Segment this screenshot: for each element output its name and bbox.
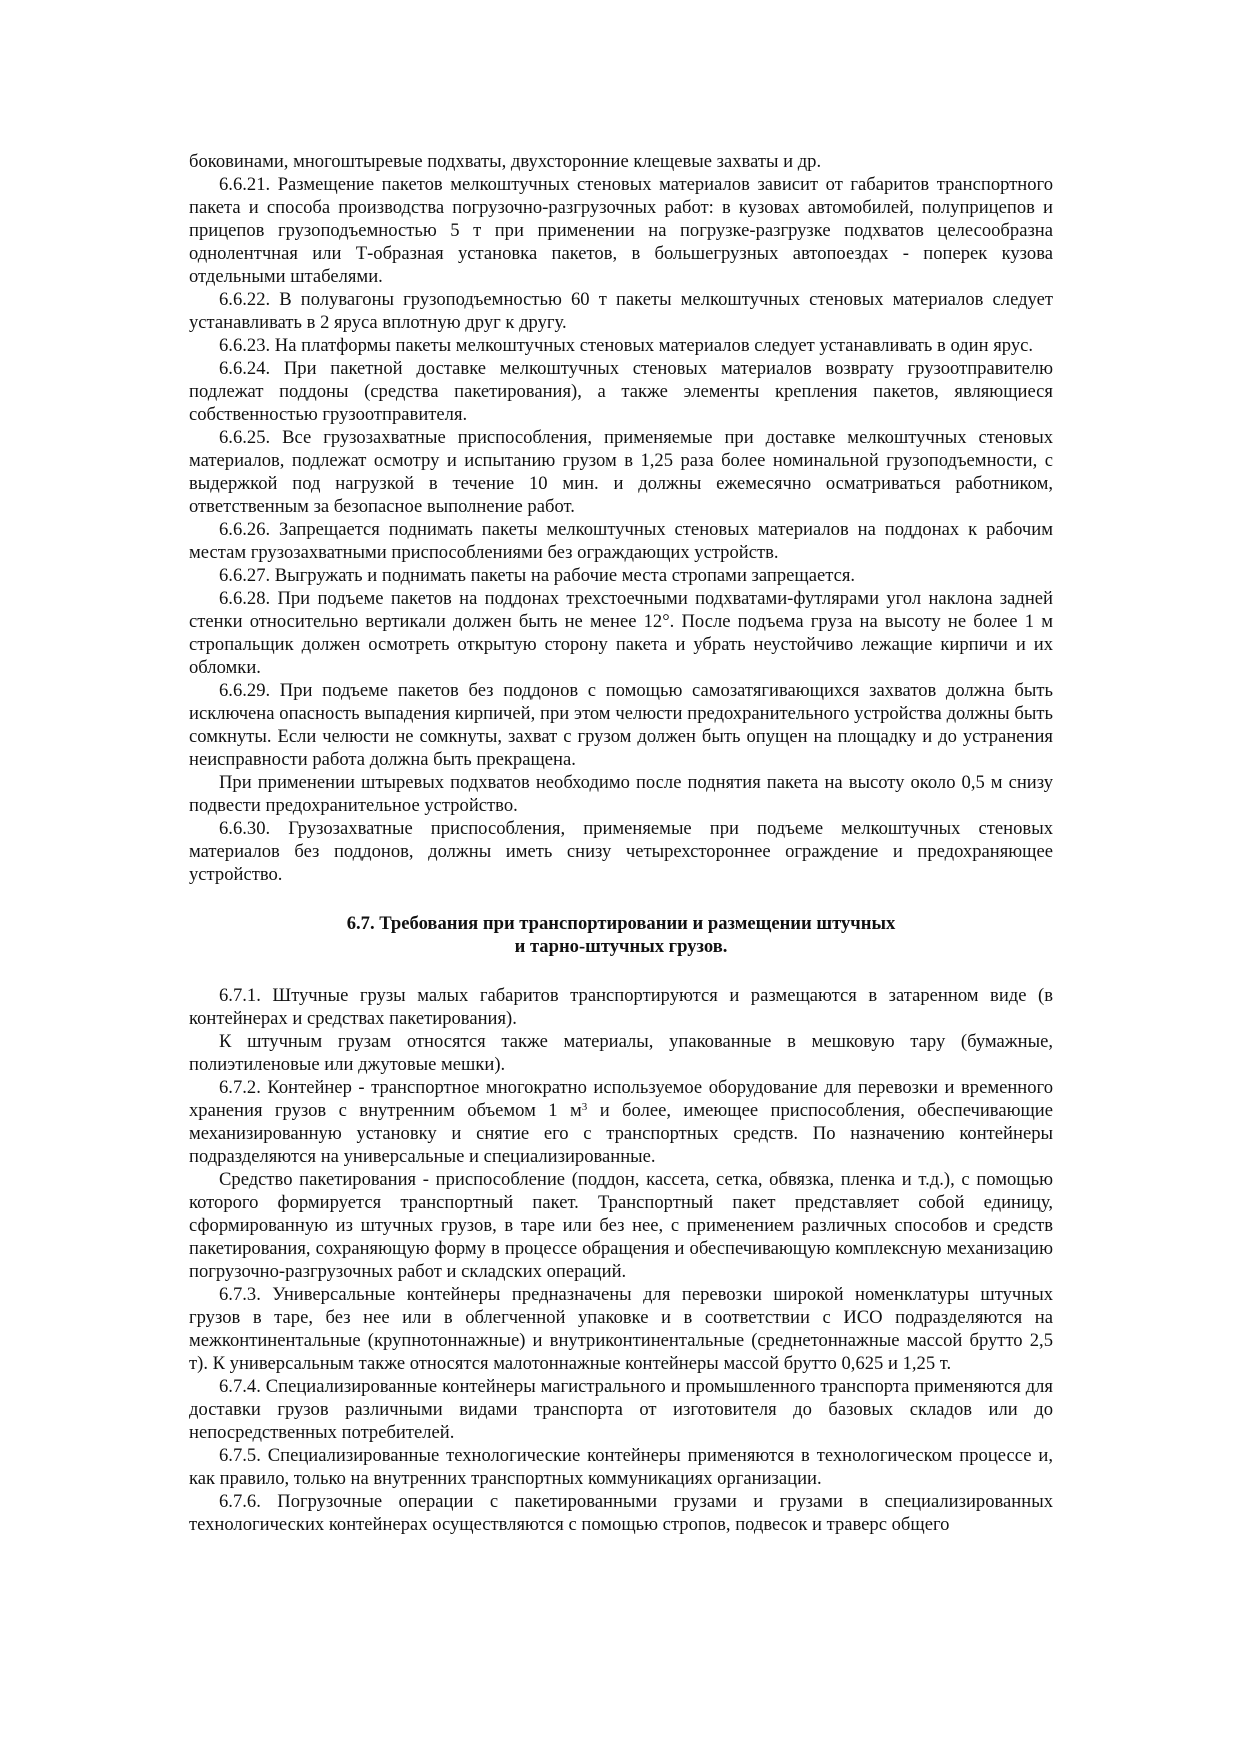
section-heading-line-1: 6.7. Требования при транспортировании и размещении штучных [346, 913, 896, 934]
paragraph-6-7-3: 6.7.3. Универсальные контейнеры предназначены для перевозки широкой номенклатуры штучных грузов в таре, без нее или в облегченной упаковке и в соответствии с ИСО подразделяются на межконтинентальные (крупнотоннажные) и внутриконтинентальные (среднетоннажные массой брутто 2,5 т). К универсальным также относятся малотоннажные контейнеры массой брутто 0,625 и 1,25 т. [189, 1284, 1053, 1374]
paragraph-6-6-25: 6.6.25. Все грузозахватные приспособления, применяемые при доставке мелкоштучных стеновых материалов, подлежат осмотру и испытанию грузом в 1,25 раза более номинальной грузоподъемности, с выдержкой под нагрузкой в течение 10 мин. и должны ежемесячно осматриваться работником, ответственным за безопасное выполнение работ. [189, 427, 1053, 517]
paragraph-6-7-2-note: Средство пакетирования - приспособление (поддон, кассета, сетка, обвязка, пленка и т.д.), с помощью которого формируется транспортный пакет. Транспортный пакет представляет собой единицу, сформированную из штучных грузов, в таре или без нее, с применением различных способов и средств пакетирования, сохраняющую форму в процессе обращения и обеспечивающую комплексную механизацию погрузочно-разгрузочных работ и складских операций. [189, 1169, 1053, 1282]
paragraph-6-6-27: 6.6.27. Выгружать и поднимать пакеты на рабочие места стропами запрещается. [219, 565, 856, 586]
paragraph-6-7-4: 6.7.4. Специализированные контейнеры магистрального и промышленного транспорта применяются для доставки грузов различными видами транспорта от изготовителя до базовых складов или до непосредственных потребителей. [189, 1376, 1053, 1443]
cubic-superscript: 3 [581, 1101, 588, 1113]
paragraph-6-6-24: 6.6.24. При пакетной доставке мелкоштучных стеновых материалов возврату грузоотправителю подлежат поддоны (средства пакетирования), а также элементы крепления пакетов, являющиеся собственностью грузоотправителя. [189, 358, 1053, 425]
paragraph-6-7-6: 6.7.6. Погрузочные операции с пакетированными грузами и грузами в специализированных технологических контейнерах осуществляются с помощью стропов, подвесок и траверс общего [189, 1491, 1053, 1535]
paragraph-6-6-30: 6.6.30. Грузозахватные приспособления, применяемые при подъеме мелкоштучных стеновых материалов без поддонов, должны иметь снизу четырехстороннее ограждение и предохраняющее устройство. [189, 818, 1053, 885]
paragraph-6-6-28: 6.6.28. При подъеме пакетов на поддонах трехстоечными подхватами-футлярами угол наклона задней стенки относительно вертикали должен быть не менее 12°. После подъема груза на высоту не более 1 м стропальщик должен осмотреть открытую сторону пакета и убрать неустойчиво лежащие кирпичи и их обломки. [189, 588, 1053, 678]
paragraph-6-7-2-text-a: 6.7.2. Контейнер - транспортное многократно используемое оборудование для перевозки и временного хранения грузов с внутренним объемом 1 м [189, 1077, 1053, 1121]
paragraph-6-6-29: 6.6.29. При подъеме пакетов без поддонов с помощью самозатягивающихся захватов должна быть исключена опасность выпадения кирпичей, при этом челюсти предохранительного устройства должны быть сомкнуты. Если челюсти не сомкнуты, захват с грузом должен быть опущен на площадку и до устранения неисправности работа должна быть прекращена. [189, 680, 1053, 770]
paragraph-6-7-1-note: К штучным грузам относятся также материалы, упакованные в мешковую тару (бумажные, полиэтиленовые или джутовые мешки). [189, 1031, 1053, 1075]
document-page [189, 150, 1053, 1536]
section-heading-line-2: и тарно-штучных грузов. [514, 936, 728, 957]
paragraph-6-7-2 [189, 1076, 1053, 1168]
paragraph-continuation: боковинами, многоштыревые подхваты, двухсторонние клещевые захваты и др. [189, 151, 822, 172]
paragraph-6-6-23: 6.6.23. На платформы пакеты мелкоштучных стеновых материалов следует устанавливать в один ярус. [219, 335, 1034, 356]
paragraph-6-7-2-text-b: и более, имеющее приспособления, обеспечивающие механизированную установку и снятие его с транспортных средств. По назначению контейнеры подразделяются на универсальные и специализированные. [189, 1100, 1053, 1167]
paragraph-6-7-5: 6.7.5. Специализированные технологические контейнеры применяются в технологическом процессе и, как правило, только на внутренних транспортных коммуникациях организации. [189, 1445, 1053, 1489]
paragraph-6-6-21: 6.6.21. Размещение пакетов мелкоштучных стеновых материалов зависит от габаритов транспортного пакета и способа производства погрузочно-разгрузочных работ: в кузовах автомобилей, полуприцепов и прицепов грузоподъемностью 5 т при применении на погрузке-разгрузке подхватов целесообразна однолентчная или Т-образная установка пакетов, в большегрузных автопоездах - поперек кузова отдельными штабелями. [189, 174, 1053, 287]
paragraph-6-6-29-note: При применении штыревых подхватов необходимо после поднятия пакета на высоту около 0,5 м снизу подвести предохранительное устройство. [189, 772, 1053, 816]
section-heading-6-7 [189, 912, 1053, 958]
paragraph-6-6-22: 6.6.22. В полувагоны грузоподъемностью 60 т пакеты мелкоштучных стеновых материалов следует устанавливать в 2 яруса вплотную друг к другу. [189, 289, 1053, 333]
paragraph-6-6-26: 6.6.26. Запрещается поднимать пакеты мелкоштучных стеновых материалов на поддонах к рабочим местам грузозахватными приспособлениями без ограждающих устройств. [189, 519, 1053, 563]
paragraph-6-7-1: 6.7.1. Штучные грузы малых габаритов транспортируются и размещаются в затаренном виде (в контейнерах и средствах пакетирования). [189, 985, 1053, 1029]
